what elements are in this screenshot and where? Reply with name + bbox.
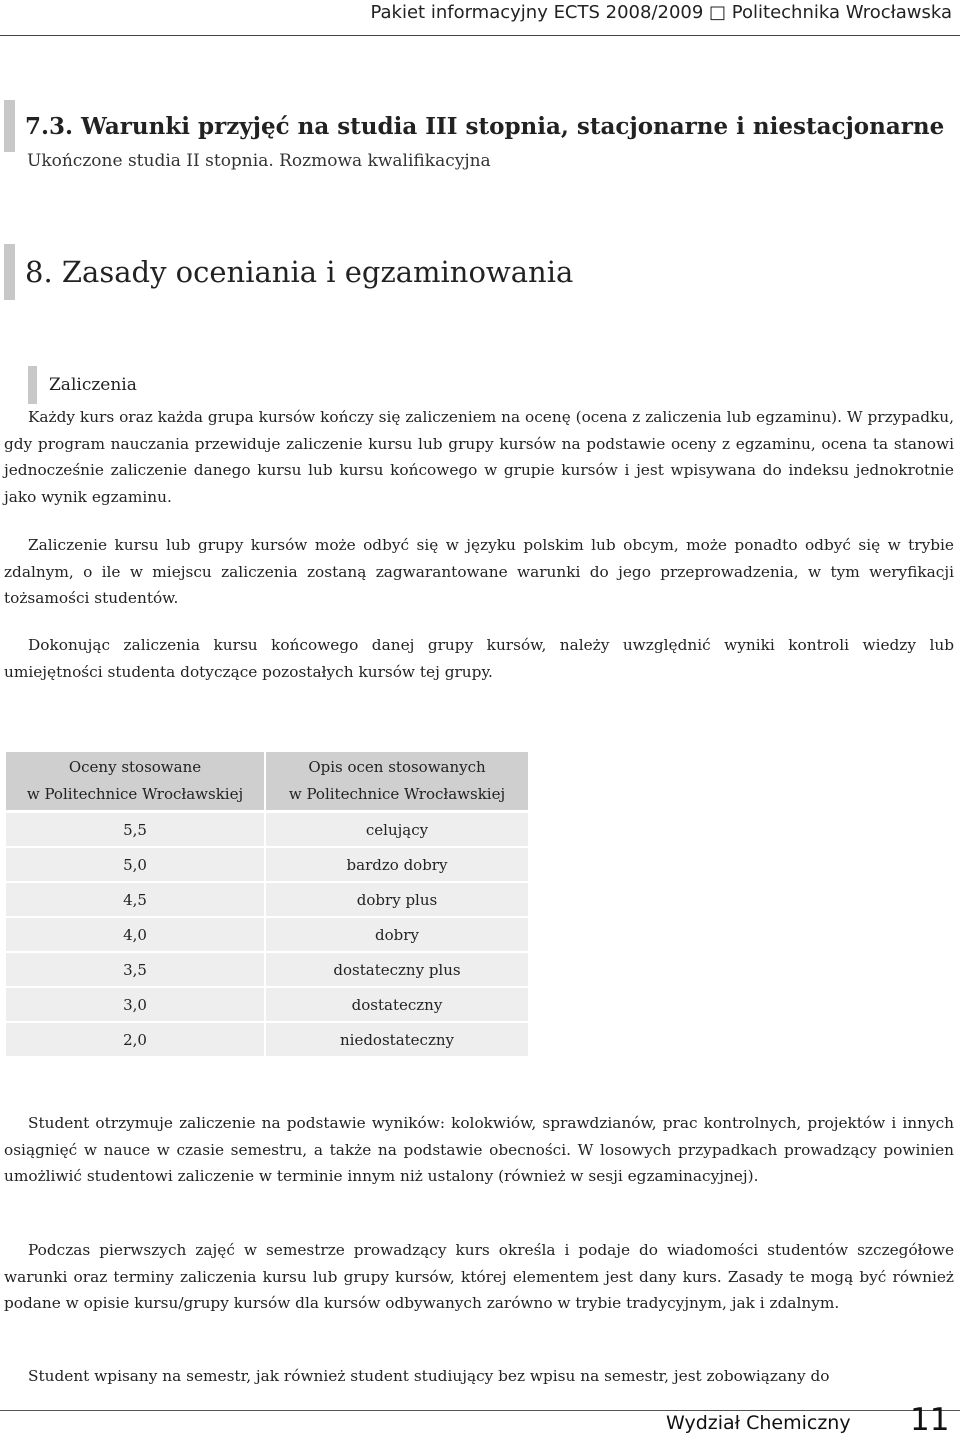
section-7-3-title: 7.3. Warunki przyjęć na studia III stopnia, stacjonarne i niestacjonarne [25, 112, 945, 140]
table-row [6, 883, 528, 918]
zaliczenia-title: Zaliczenia [49, 375, 137, 395]
section-7-3-heading [4, 100, 944, 152]
paragraph-1 [4, 404, 954, 510]
description-cell: dobry [266, 918, 528, 953]
table-header-grades [6, 752, 264, 813]
table-header-row [6, 752, 528, 813]
paragraph-2 [4, 532, 954, 612]
table-row [6, 988, 528, 1023]
grade-cell: 2,0 [6, 1023, 264, 1058]
paragraph-2-text: Zaliczenie kursu lub grupy kursów może odbyć się w języku polskim lub obcym, może ponadto odbyć się w trybie zdalnym, o ile w miejscu zaliczenia zostaną zagwarantowane warunki do jego przeprowadzenia, w tym weryfikacji tożsamości studentów. [4, 536, 954, 607]
grade-cell: 3,0 [6, 988, 264, 1023]
zaliczenia-heading [28, 366, 137, 404]
header-col2-line2: w Politechnice Wrocławskiej [288, 785, 506, 803]
description-cell: bardzo dobry [266, 848, 528, 883]
header-col1-line1: Oceny stosowane [68, 758, 202, 776]
table-row [6, 953, 528, 988]
paragraph-1-text: Każdy kurs oraz każda grupa kursów kończy się zaliczeniem na ocenę (ocena z zaliczenia lub egzaminu). W przypadku, gdy program nauczania przewiduje zaliczenie kursu lub grupy kursów na podstawie oceny z egzaminu, ocena ta stanowi jednocześnie zaliczenie danego kursu lub kursu końcowego w grupie kursów i jest wpisywana do indeksu jednokrotnie jako wynik egzaminu. [4, 408, 954, 506]
footer-department: Wydział Chemiczny [666, 1412, 851, 1434]
paragraph-3-text: Dokonując zaliczenia kursu końcowego danej grupy kursów, należy uwzględnić wyniki kontroli wiedzy lub umiejętności studenta dotyczące pozostałych kursów tej grupy. [4, 636, 954, 681]
heading-bar [4, 244, 15, 300]
grades-table [4, 752, 530, 1058]
description-cell: dostateczny plus [266, 953, 528, 988]
table-row [6, 813, 528, 848]
section-8-heading [4, 244, 573, 300]
paragraph-6-text: Student wpisany na semestr, jak również student studiujący bez wpisu na semestr, jest zobowiązany do [28, 1367, 830, 1385]
description-cell: dostateczny [266, 988, 528, 1023]
section-7-3-text: Ukończone studia II stopnia. Rozmowa kwalifikacyjna [27, 151, 491, 171]
heading-bar [28, 366, 37, 404]
paragraph-6 [4, 1363, 954, 1390]
paragraph-5 [4, 1237, 954, 1317]
table-header-descriptions [266, 752, 528, 813]
grade-cell: 5,0 [6, 848, 264, 883]
table-row [6, 848, 528, 883]
paragraph-3 [4, 632, 954, 685]
running-header: Pakiet informacyjny ECTS 2008/2009 □ Politechnika Wrocławska [370, 2, 952, 23]
grade-cell: 4,5 [6, 883, 264, 918]
paragraph-5-text: Podczas pierwszych zajęć w semestrze prowadzący kurs określa i podaje do wiadomości studentów szczegółowe warunki oraz terminy zaliczenia kursu lub grupy kursów, której elementem jest dany kurs. Zasady te mogą być również podane w opisie kursu/grupy kursów dla kursów odbywanych zarówno w trybie tradycyjnym, jak i zdalnym. [4, 1241, 954, 1312]
grade-cell: 5,5 [6, 813, 264, 848]
table-row [6, 918, 528, 953]
header-col1-line2: w Politechnice Wrocławskiej [26, 785, 244, 803]
paragraph-4 [4, 1110, 954, 1190]
description-cell: niedostateczny [266, 1023, 528, 1058]
header-col2-line1: Opis ocen stosowanych [308, 758, 486, 776]
header-rule [0, 35, 960, 36]
table-row [6, 1023, 528, 1058]
section-8-title: 8. Zasady oceniania i egzaminowania [25, 255, 574, 289]
paragraph-4-text: Student otrzymuje zaliczenie na podstawie wyników: kolokwiów, sprawdzianów, prac kontrolnych, projektów i innych osiągnięć w nauce w czasie semestru, a także na podstawie obecności. W losowych przypadkach prowadzący powinien umożliwić studentowi zaliczenie w terminie innym niż ustalony (również w sesji egzaminacyjnej). [4, 1114, 954, 1185]
footer-rule [0, 1410, 960, 1411]
description-cell: dobry plus [266, 883, 528, 918]
page-number: 11 [910, 1402, 950, 1438]
grade-cell: 4,0 [6, 918, 264, 953]
grade-cell: 3,5 [6, 953, 264, 988]
description-cell: celujący [266, 813, 528, 848]
heading-bar [4, 100, 15, 152]
